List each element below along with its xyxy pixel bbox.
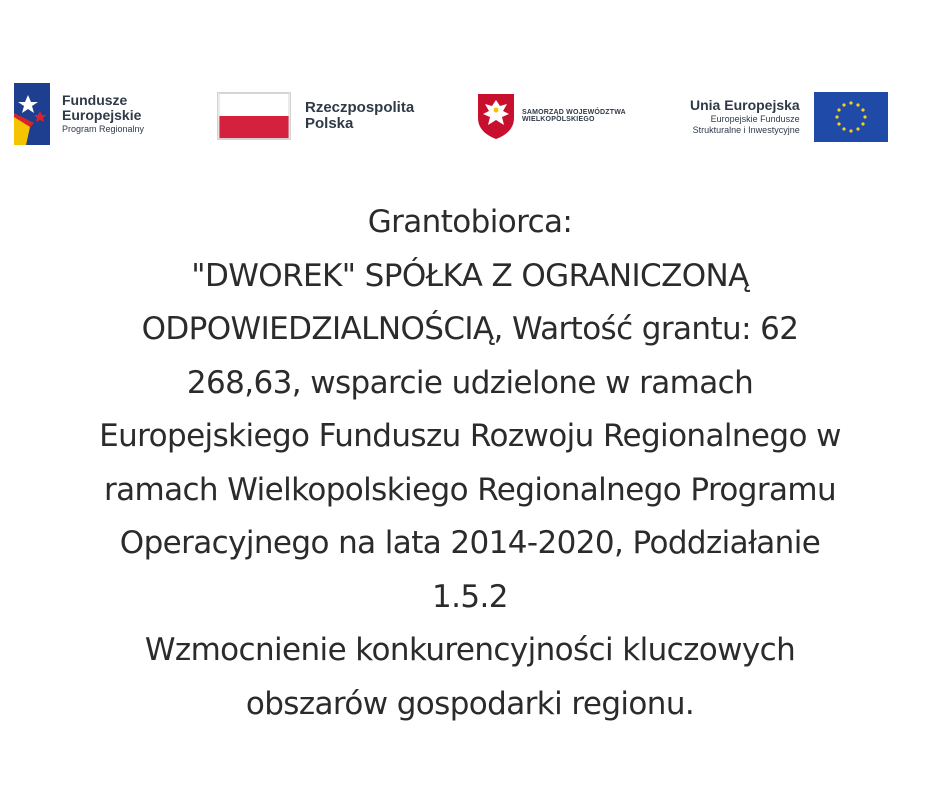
unia-line2: Europejskie Fundusze: [710, 113, 800, 124]
unia-line1: Unia Europejska: [690, 97, 800, 114]
logo-unia-europejska: [690, 92, 888, 142]
grant-line-3: ODPOWIEDZIALNOŚCIĄ, Wartość grantu: 62: [141, 311, 799, 347]
logo-fundusze-europejskie: [14, 83, 144, 145]
unia-text: [690, 98, 800, 136]
fundusze-europejskie-icon: [14, 83, 50, 145]
grant-line-9: Wzmocnienie konkurencyjności kluczowych: [144, 632, 796, 668]
grant-line-7: Operacyjnego na lata 2014-2020, Poddziałanie: [119, 525, 821, 561]
logo-samorzad-wojewodztwa: [476, 92, 626, 140]
logo-strip: [0, 78, 940, 150]
rzeczpospolita-line1: Rzeczpospolita: [305, 99, 415, 117]
wielkopolska-coat-of-arms-icon: [476, 92, 516, 140]
grant-line-2: "DWOREK" SPÓŁKA Z OGRANICZONĄ: [191, 257, 749, 294]
grant-line-8: 1.5.2: [432, 578, 508, 615]
logo-rzeczpospolita-polska: [217, 92, 414, 140]
fundusze-line1: Fundusze: [62, 92, 128, 109]
eu-flag-icon: [814, 92, 888, 142]
grant-line-4: 268,63, wsparcie udzielone w ramach: [186, 364, 754, 401]
fundusze-europejskie-text: [62, 93, 144, 135]
rzeczpospolita-text: [305, 100, 414, 132]
polish-flag-icon: [217, 92, 291, 140]
grant-line-6: ramach Wielkopolskiego Regionalnego Programu: [103, 471, 837, 508]
grant-info-text: [20, 196, 920, 731]
samorzad-text: [522, 109, 626, 124]
fundusze-line3: Program Regionalny: [62, 124, 145, 135]
grant-line-1: Grantobiorca:: [367, 204, 573, 240]
fundusze-line2: Europejskie: [62, 106, 142, 123]
rzeczpospolita-line2: Polska: [305, 115, 354, 132]
samorzad-line1: SAMORZĄD WOJEWÓDZTWA: [522, 108, 626, 116]
unia-line3: Strukturalne i Inwestycyjne: [692, 125, 800, 136]
grant-line-5: Europejskiego Funduszu Rozwoju Regionalnego w: [99, 418, 841, 454]
samorzad-line2: WIELKOPOLSKIEGO: [522, 116, 595, 123]
grant-line-10: obszarów gospodarki regionu.: [245, 685, 695, 722]
